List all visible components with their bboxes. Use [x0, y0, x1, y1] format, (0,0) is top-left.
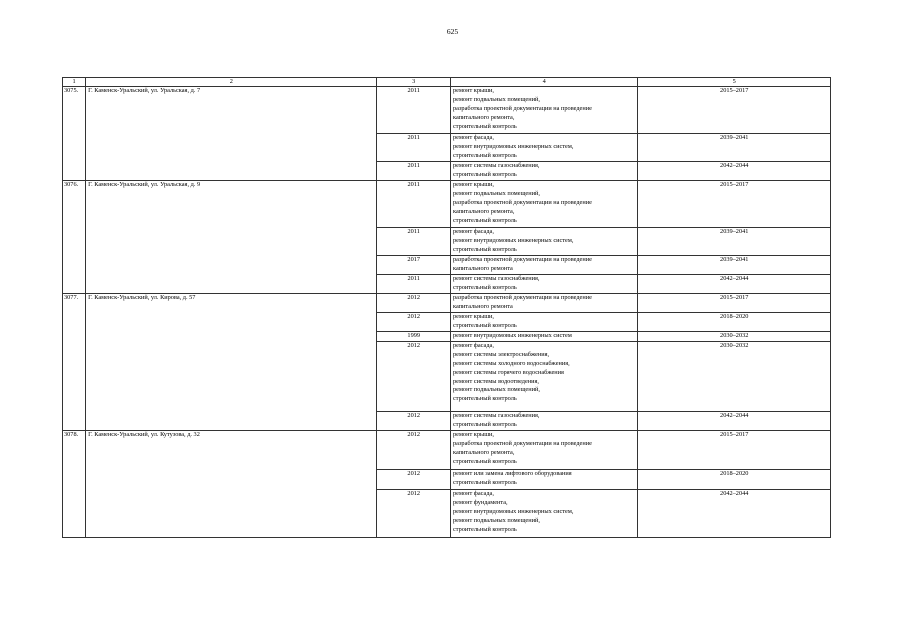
work-item: ремонт системы водоотведения, [453, 377, 539, 385]
work-item: строительный контроль [453, 245, 517, 253]
work-item: ремонт крыши, [453, 181, 495, 188]
capital-repair-table [62, 77, 831, 538]
repair-period: 2030–2032 [638, 341, 831, 411]
work-item: ремонт системы горячего водоснабжения [453, 368, 564, 376]
work-types [451, 313, 638, 332]
work-item: разработка проектной документации на проведение [453, 294, 592, 301]
commissioning-year: 2012 [377, 341, 451, 411]
repair-period: 2042–2044 [638, 275, 831, 294]
commissioning-year: 1999 [377, 332, 451, 342]
commissioning-year: 2012 [377, 469, 451, 489]
work-item: капитального ремонта [453, 264, 513, 272]
work-item: разработка проектной документации на проведение [453, 104, 592, 112]
work-item: строительный контроль [453, 216, 517, 224]
commissioning-year: 2011 [377, 162, 451, 181]
work-item: ремонт или замена лифтового оборудования [453, 469, 572, 477]
work-item: ремонт фасада, [453, 134, 494, 141]
repair-period: 2015–2017 [638, 294, 831, 313]
work-item: разработка проектной документации на проведение [453, 198, 592, 206]
object-number: 3075. [63, 87, 86, 181]
repair-period: 2018–2020 [638, 313, 831, 332]
object-number: 3078. [63, 430, 86, 537]
work-types [451, 332, 638, 342]
object-address: Г. Каменск-Уральский, ул. Кутузова, д. 32 [86, 430, 377, 537]
object-number: 3077. [63, 294, 86, 431]
work-item: строительный контроль [453, 525, 517, 533]
work-item: ремонт системы холодного водоснабжения, [453, 359, 570, 367]
work-item: строительный контроль [453, 395, 517, 403]
work-item: строительный контроль [453, 122, 517, 130]
work-item: ремонт системы газоснабжения, [453, 411, 540, 419]
table-row [63, 294, 831, 313]
work-item: строительный контроль [453, 321, 517, 329]
object-number: 3076. [63, 181, 86, 294]
work-item: ремонт системы газоснабжения, [453, 162, 540, 169]
work-item: строительный контроль [453, 420, 517, 428]
work-types [451, 228, 638, 256]
repair-period: 2042–2044 [638, 162, 831, 181]
repair-period: 2039–2041 [638, 228, 831, 256]
commissioning-year: 2012 [377, 411, 451, 430]
repair-period: 2039–2041 [638, 256, 831, 275]
work-types [451, 181, 638, 228]
work-types [451, 162, 638, 181]
table-body [63, 78, 831, 538]
work-item: капитального ремонта, [453, 207, 515, 215]
work-types [451, 430, 638, 469]
repair-period: 2015–2017 [638, 430, 831, 469]
work-item: ремонт подвальных помещений, [453, 516, 540, 524]
work-types [451, 87, 638, 134]
table-row [63, 181, 831, 228]
commissioning-year: 2012 [377, 294, 451, 313]
repair-period: 2039–2041 [638, 134, 831, 162]
work-item: разработка проектной документации на проведение [453, 439, 592, 447]
commissioning-year: 2012 [377, 430, 451, 469]
work-item: ремонт фасада, [453, 341, 494, 349]
work-item: ремонт крыши, [453, 313, 495, 320]
work-item: строительный контроль [453, 283, 517, 291]
work-item: ремонт системы электроснабжения, [453, 350, 550, 358]
work-item: ремонт фасада, [453, 228, 494, 235]
work-types [451, 275, 638, 294]
work-types [451, 256, 638, 275]
commissioning-year: 2012 [377, 313, 451, 332]
work-item: ремонт подвальных помещений, [453, 189, 540, 197]
object-address: Г. Каменск-Уральский, ул. Уральская, д. 9 [86, 181, 377, 294]
repair-period: 2042–2044 [638, 411, 831, 430]
work-item: капитального ремонта, [453, 448, 515, 456]
work-item: ремонт крыши, [453, 87, 495, 94]
work-types [451, 134, 638, 162]
header-col-5: 5 [638, 78, 831, 87]
work-item: капитального ремонта, [453, 113, 515, 121]
commissioning-year: 2011 [377, 87, 451, 134]
work-item: разработка проектной документации на проведение [453, 256, 592, 263]
object-address: Г. Каменск-Уральский, ул. Кирова, д. 57 [86, 294, 377, 431]
table-row [63, 87, 831, 134]
work-item: ремонт подвальных помещений, [453, 95, 540, 103]
repair-period: 2015–2017 [638, 181, 831, 228]
page-number: 625 [446, 27, 459, 36]
work-item: строительный контроль [453, 457, 517, 465]
repair-period: 2015–2017 [638, 87, 831, 134]
header-col-4: 4 [451, 78, 638, 87]
commissioning-year: 2011 [377, 134, 451, 162]
work-types [451, 411, 638, 430]
work-item: ремонт системы газоснабжения, [453, 275, 540, 282]
work-item: ремонт фасада, [453, 489, 494, 497]
header-row [63, 78, 831, 87]
work-item: строительный контроль [453, 151, 517, 159]
work-types [451, 341, 638, 411]
work-item: капитального ремонта [453, 302, 513, 310]
header-col-2: 2 [86, 78, 377, 87]
commissioning-year: 2017 [377, 256, 451, 275]
work-item: ремонт внутридомовых инженерных систем [453, 332, 572, 339]
repair-period: 2042–2044 [638, 489, 831, 537]
work-item: ремонт крыши, [453, 430, 495, 438]
commissioning-year: 2011 [377, 228, 451, 256]
work-types [451, 294, 638, 313]
commissioning-year: 2011 [377, 275, 451, 294]
work-item: ремонт внутридомовых инженерных систем, [453, 507, 574, 515]
work-types [451, 489, 638, 537]
work-item: строительный контроль [453, 478, 517, 486]
work-types [451, 469, 638, 489]
repair-period: 2030–2032 [638, 332, 831, 342]
table-row [63, 430, 831, 469]
work-item: ремонт внутридомовых инженерных систем, [453, 142, 574, 150]
work-item: ремонт подвальных помещений, [453, 386, 540, 394]
object-address: Г. Каменск-Уральский, ул. Уральская, д. 7 [86, 87, 377, 181]
commissioning-year: 2011 [377, 181, 451, 228]
work-item: ремонт внутридомовых инженерных систем, [453, 236, 574, 244]
repair-period: 2018–2020 [638, 469, 831, 489]
header-col-1: 1 [63, 78, 86, 87]
commissioning-year: 2012 [377, 489, 451, 537]
header-col-3: 3 [377, 78, 451, 87]
work-item: ремонт фундамента, [453, 498, 508, 506]
work-item: строительный контроль [453, 170, 517, 178]
